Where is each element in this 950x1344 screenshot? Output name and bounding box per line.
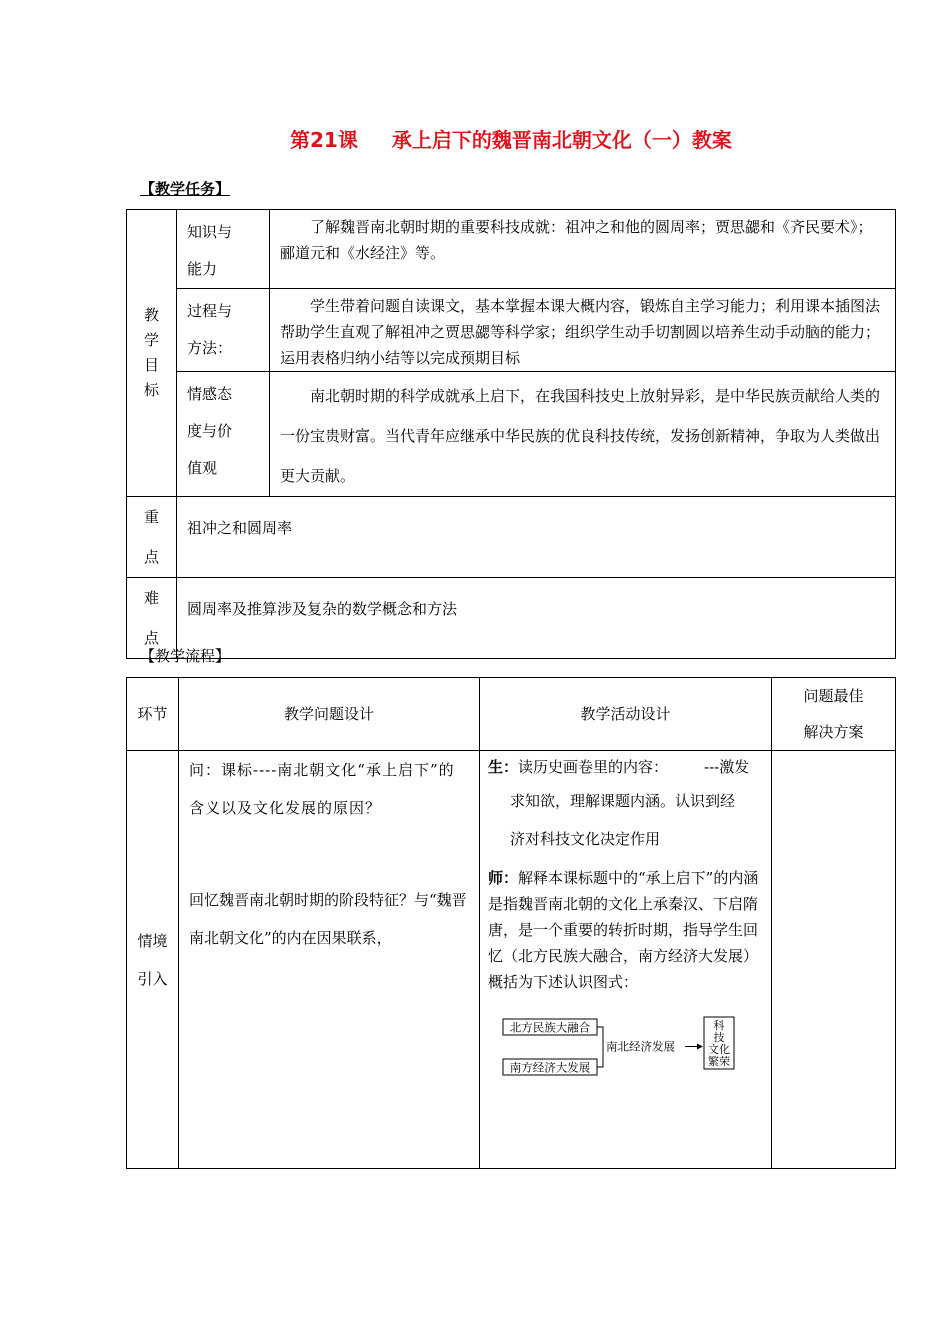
question-1: 问：课标----南北朝文化“承上启下”的含义以及文化发展的原因？ bbox=[189, 761, 455, 817]
concept-diagram bbox=[502, 1015, 764, 1085]
goal-content: 了解魏晋南北朝时期的重要科技成就：祖冲之和他的圆周率；贾思勰和《齐民要术》；郦道元和《水经注》等。 bbox=[270, 210, 896, 289]
teaching-tasks-table bbox=[126, 209, 896, 659]
section-teaching-flow: 【教学流程】 bbox=[140, 647, 231, 665]
goal-row-process bbox=[127, 289, 896, 372]
text-north: 北方民族大融合 bbox=[509, 1020, 591, 1035]
key-point-content: 祖冲之和圆周率 bbox=[177, 497, 896, 578]
page-title bbox=[290, 124, 890, 153]
header-question-design: 教学问题设计 bbox=[179, 678, 480, 751]
question-cell bbox=[179, 751, 480, 1169]
question-2: 回忆魏晋南北朝时期的阶段特征？与“魏晋南北朝文化”的内在因果联系， bbox=[189, 891, 467, 947]
header-stage: 环节 bbox=[127, 678, 179, 751]
lesson-number: 第21课 bbox=[290, 128, 358, 152]
text-result-3: 文化 bbox=[708, 1043, 730, 1056]
text-economy: 南北经济发展 bbox=[606, 1039, 675, 1054]
activity-teacher: 师：解释本课标题中的“承上启下”的内涵是指魏晋南北朝的文化上承秦汉、下启隋唐，是一个重要的转折时期，指导学生回忆（北方民族大融合，南方经济大发展）概括为下述认识图式： bbox=[488, 869, 759, 991]
flow-row-intro bbox=[127, 751, 896, 1169]
text-result-2: 技 bbox=[713, 1031, 725, 1044]
difficulty-content: 圆周率及推算涉及复杂的数学概念和方法 bbox=[177, 578, 896, 659]
activity-student-line3: 济对科技文化决定作用 bbox=[510, 830, 661, 848]
text-result-4: 繁荣 bbox=[708, 1055, 730, 1068]
solution-cell bbox=[772, 751, 896, 1169]
goal-sub-label: 情感态 度与价 值观 bbox=[177, 372, 270, 497]
goals-label: 教 学 目 标 bbox=[127, 210, 177, 497]
goal-content: 学生带着问题自读课文，基本掌握本课大概内容，锻炼自主学习能力；利用课本插图法帮助学生直观了解祖冲之贾思勰等科学家；组织学生动手切割圆以培养生动手动脑的能力；运用表格归纳小结等以完成预期目标 bbox=[270, 289, 896, 372]
text-result-1: 科 bbox=[713, 1019, 725, 1032]
goal-sub-label: 过程与 方法： bbox=[177, 289, 270, 372]
goal-row-emotion bbox=[127, 372, 896, 497]
teaching-flow-table bbox=[126, 677, 896, 1169]
text-south: 南方经济大发展 bbox=[509, 1060, 591, 1075]
lesson-name: 承上启下的魏晋南北朝文化（一）教案 bbox=[391, 128, 732, 152]
key-point-row bbox=[127, 497, 896, 578]
difficulty-row bbox=[127, 578, 896, 659]
bracket bbox=[597, 1027, 603, 1067]
header-activity-design: 教学活动设计 bbox=[480, 678, 772, 751]
header-best-solution: 问题最佳 解决方案 bbox=[772, 678, 896, 751]
stage-cell: 情境 引入 bbox=[127, 751, 179, 1169]
section-teaching-tasks: 【教学任务】 bbox=[140, 180, 231, 198]
goal-content: 南北朝时期的科学成就承上启下，在我国科技史上放射异彩，是中华民族贡献给人类的一份宝贵财富。当代青年应继承中华民族的优良科技传统，发扬创新精神，争取为人类做出更大贡献。 bbox=[270, 372, 896, 497]
activity-student: 生：读历史画卷里的内容： ---激发 bbox=[488, 758, 750, 776]
arrow-head bbox=[697, 1044, 703, 1050]
goal-row-knowledge bbox=[127, 210, 896, 289]
activity-cell bbox=[480, 751, 772, 1169]
activity-student-line2: 求知欲，理解课题内涵。认识到经 bbox=[510, 792, 736, 810]
key-point-label: 重 点 bbox=[127, 497, 177, 578]
flow-header-row bbox=[127, 678, 896, 751]
goal-sub-label: 知识与 能力 bbox=[177, 210, 270, 289]
difficulty-label: 难 点 bbox=[127, 578, 177, 659]
